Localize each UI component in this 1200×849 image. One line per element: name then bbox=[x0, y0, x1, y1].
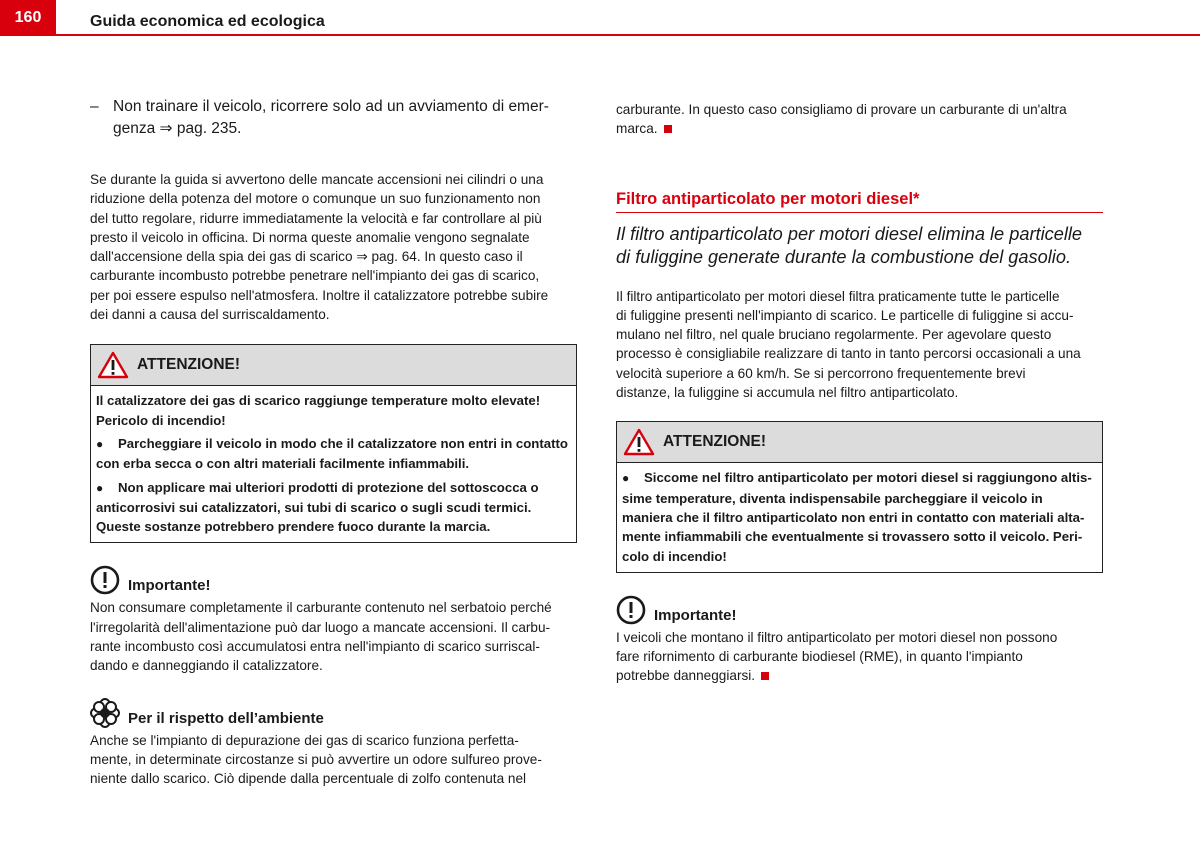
warning-header bbox=[91, 345, 576, 386]
warning-body bbox=[91, 386, 576, 542]
text-line: Il filtro antiparticolato per motori diesel elimina le particelle bbox=[616, 223, 1083, 244]
important-heading bbox=[90, 563, 577, 595]
warning-intro bbox=[96, 391, 571, 430]
text-line: niente dallo scarico. Ciò dipende dalla percentuale di zolfo contenuta nel bbox=[90, 771, 527, 787]
text-line: Il filtro antiparticolato per motori diesel filtra praticamente tutte le particelle bbox=[616, 288, 1060, 304]
text-line: Parcheggiare il veicolo in modo che il catalizzatore non entri in contatto bbox=[118, 435, 568, 451]
text-line: Siccome nel filtro antiparticolato per motori diesel si raggiungono altis- bbox=[644, 470, 1092, 486]
text-line: Queste sostanze potrebbero prendere fuoco durante la marcia. bbox=[96, 519, 491, 535]
text-line: del tutto regolare, ridurre immediatamente la velocità e far controllare al più bbox=[90, 210, 542, 226]
text-line: Non applicare mai ulteriori prodotti di protezione del sottoscocca o bbox=[118, 479, 539, 495]
text-line: Il catalizzatore dei gas di scarico raggiunge temperature molto elevate! bbox=[96, 393, 541, 409]
text-line: fare rifornimento di carburante biodiesel (RME), in quanto l'impianto bbox=[616, 649, 1023, 665]
text-line: colo di incendio! bbox=[622, 548, 727, 564]
text-line: riduzione della potenza del motore o comunque un suo funzionamento non bbox=[90, 191, 541, 207]
lead-paragraph bbox=[616, 223, 1103, 270]
text-line: potrebbe danneggiarsi. bbox=[616, 668, 756, 684]
dpf-paragraph bbox=[616, 287, 1103, 403]
red-square-icon bbox=[664, 125, 672, 133]
text-line: di fuliggine generate durante la combustione del gasolio. bbox=[616, 247, 1071, 268]
environment-label: Per il rispetto dell’ambiente bbox=[128, 709, 324, 727]
text-line: processo è consigliabile realizzare di tanto in tanto percorsi occasionali a una bbox=[616, 346, 1081, 362]
warning-bullet bbox=[96, 434, 571, 474]
warning-label: ATTENZIONE! bbox=[137, 356, 241, 374]
dash-line: Non trainare il veicolo, ricorrere solo ad un avviamento di emer- bbox=[113, 98, 549, 115]
warning-triangle-icon bbox=[97, 351, 129, 379]
text-line: maniera che il filtro antiparticolato non entri in contatto con materiali alta- bbox=[622, 509, 1085, 525]
text-line: Anche se l'impianto di depurazione dei gas di scarico funziona perfetta- bbox=[90, 732, 519, 748]
text-line: mente, in determinate circostanze si può avvertire un odore sulfureo prove- bbox=[90, 751, 542, 767]
text-line: I veicoli che montano il filtro antiparticolato per motori diesel non possono bbox=[616, 629, 1058, 645]
exclamation-circle-icon bbox=[90, 565, 120, 595]
continued-paragraph bbox=[616, 100, 1103, 139]
header-rule bbox=[56, 34, 1200, 36]
important-text bbox=[90, 598, 577, 675]
text-line: Non consumare completamente il carburante contenuto nel serbatoio perché bbox=[90, 600, 552, 616]
text-line: velocità superiore a 60 km/h. Se si percorrono frequentemente brevi bbox=[616, 365, 1026, 381]
right-column bbox=[616, 100, 1103, 686]
warning-triangle-icon bbox=[623, 428, 655, 456]
text-line: dei danni a causa del surriscaldamento. bbox=[90, 307, 330, 323]
text-line: carburante incombusto potrebbe penetrare nell'impianto dei gas di scarico, bbox=[90, 268, 540, 284]
warning-box bbox=[616, 421, 1103, 572]
text-line: Se durante la guida si avvertono delle mancate accensioni nei cilindri o una bbox=[90, 172, 544, 187]
environment-text bbox=[90, 731, 577, 789]
section-title: Filtro antiparticolato per motori diesel* bbox=[616, 190, 1103, 213]
text-line: mulano nel filtro, nel quale bruciano regolarmente. Per agevolare questo bbox=[616, 327, 1052, 343]
page-title: Guida economica ed ecologica bbox=[90, 13, 325, 30]
text-line: distanze, la fuliggine si accumula nel filtro antiparticolato. bbox=[616, 385, 959, 401]
warning-bullet bbox=[96, 478, 571, 537]
text-line: l'irregolarità dell'alimentazione può dar luogo a mancate accensioni. Il carbu- bbox=[90, 619, 551, 635]
text-line: Pericolo di incendio! bbox=[96, 412, 226, 428]
text-line: con erba secca o con altri materiali facilmente infiammabili. bbox=[96, 456, 470, 472]
environment-heading bbox=[90, 696, 577, 728]
important-label: Importante! bbox=[128, 577, 211, 595]
left-column bbox=[90, 96, 577, 789]
bullet-icon: ● bbox=[96, 436, 104, 451]
dash-list-item bbox=[90, 96, 577, 140]
flower-icon bbox=[90, 698, 120, 728]
important-heading bbox=[616, 593, 1103, 625]
text-line: di fuliggine presenti nell'impianto di scarico. Le particelle di fuliggine si accu- bbox=[616, 307, 1074, 323]
dash-line: genza ⇒ pag. 235. bbox=[113, 120, 242, 137]
text-line: marca. bbox=[616, 121, 658, 137]
page-number: 160 bbox=[0, 0, 56, 36]
important-text bbox=[616, 628, 1103, 686]
text-line: carburante. In questo caso consigliamo di provare un carburante di un'altra bbox=[616, 102, 1067, 117]
text-line: per poi essere espulso nell'atmosfera. Inoltre il catalizzatore potrebbe subire bbox=[90, 287, 549, 303]
page-header bbox=[0, 0, 1200, 37]
text-line: mente infiammabili che eventualmente si trovassero sotto il veicolo. Peri- bbox=[622, 529, 1083, 545]
warning-bullet bbox=[622, 468, 1097, 565]
warning-body bbox=[617, 463, 1102, 571]
red-square-icon bbox=[761, 672, 769, 680]
warning-box bbox=[90, 344, 577, 543]
text-line: sime temperature, diventa indispensabile parcheggiare il veicolo in bbox=[622, 490, 1043, 506]
text-line: dall'accensione della spia dei gas di scarico ⇒ pag. 64. In questo caso il bbox=[90, 249, 523, 265]
text-line: dando e danneggiando il catalizzatore. bbox=[90, 658, 323, 674]
text-line: rante incombusto così accumulatosi entra nell'impianto di scarico surriscal- bbox=[90, 639, 540, 655]
bullet-icon: ● bbox=[622, 471, 630, 486]
warning-label: ATTENZIONE! bbox=[663, 433, 767, 451]
important-label: Importante! bbox=[654, 606, 737, 624]
exclamation-circle-icon bbox=[616, 595, 646, 625]
dash-marker: – bbox=[90, 98, 99, 115]
bullet-icon: ● bbox=[96, 480, 104, 495]
warning-header bbox=[617, 422, 1102, 463]
text-line: presto il veicolo in officina. Di norma queste anomalie vengono segnalate bbox=[90, 229, 530, 245]
text-line: anticorrosivi sui catalizzatori, sui tubi di scarico o sugli scudi termici. bbox=[96, 499, 532, 515]
anomaly-paragraph bbox=[90, 170, 577, 324]
